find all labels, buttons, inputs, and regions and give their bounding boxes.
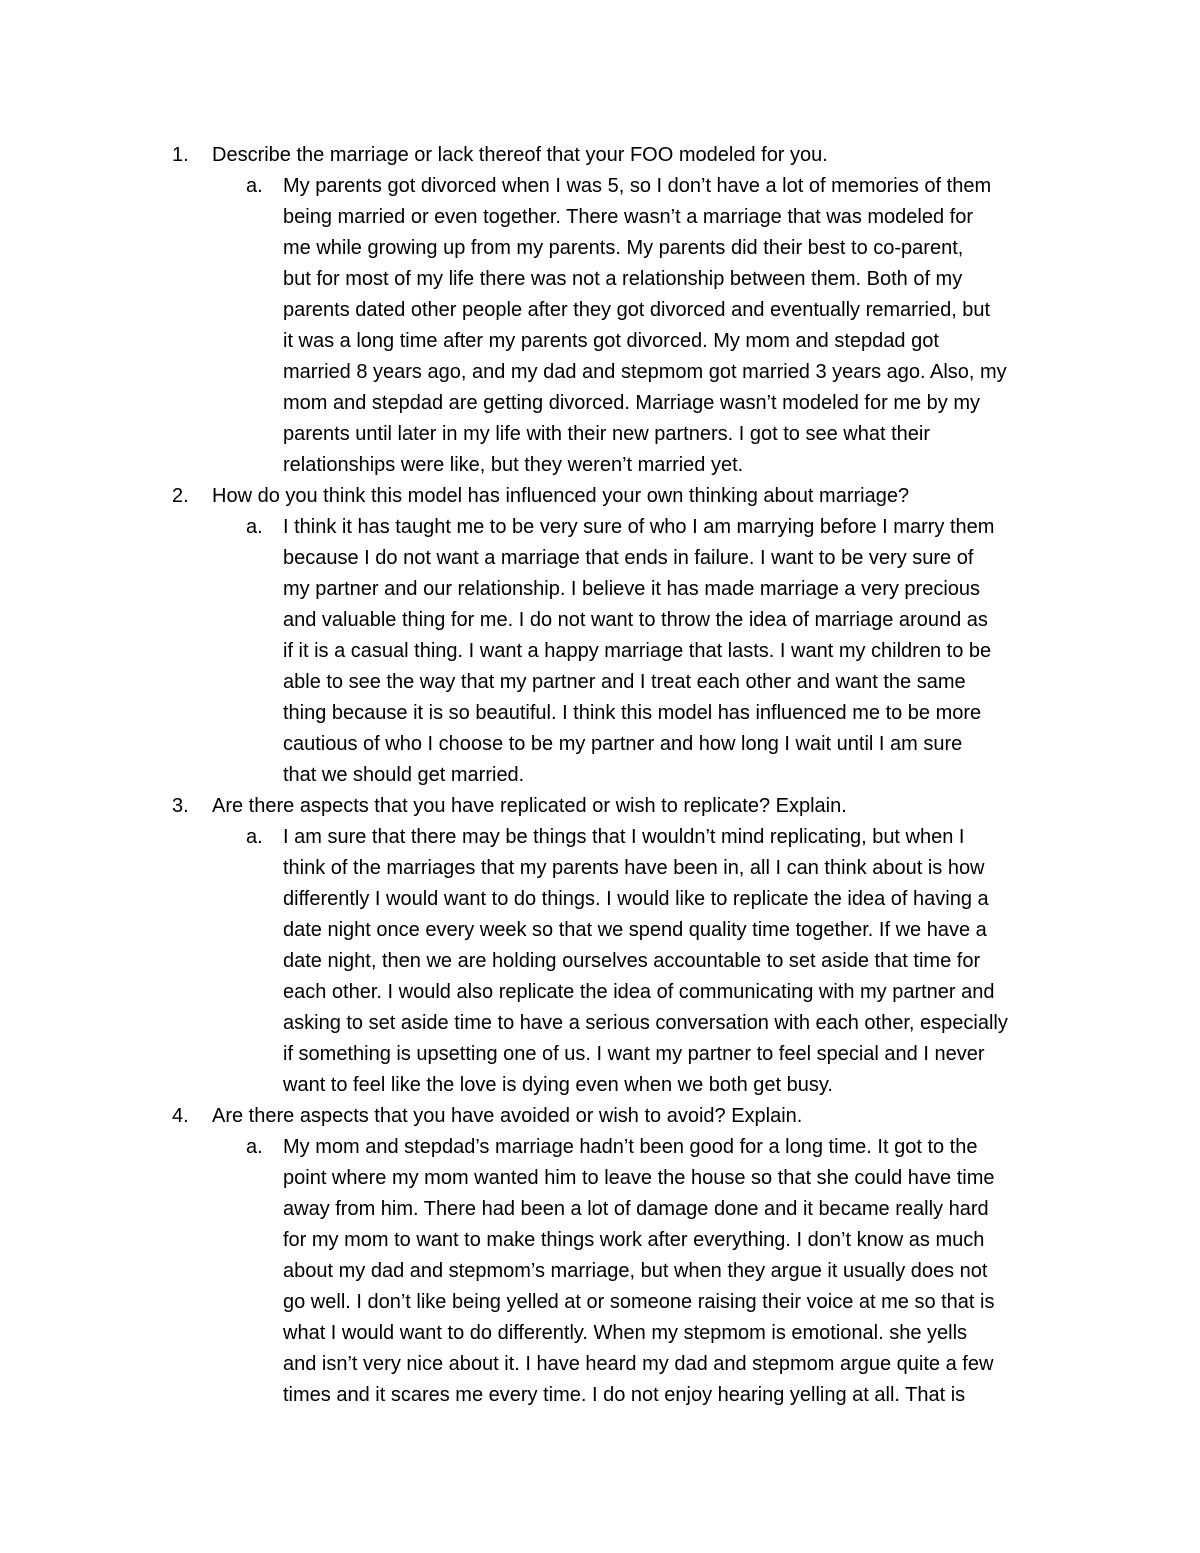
answer-line: that we should get married. xyxy=(283,764,525,786)
answer-line: it was a long time after my parents got divorced. My mom and stepdad got xyxy=(283,330,939,352)
question-row xyxy=(0,791,1200,822)
answer-text xyxy=(283,822,1063,1101)
answer-text xyxy=(283,512,1063,791)
answer-line: differently I would want to do things. I would like to replicate the idea of having a xyxy=(283,888,989,910)
answer-line: cautious of who I choose to be my partner and how long I wait until I am sure xyxy=(283,733,963,755)
answer-line: I think it has taught me to be very sure of who I am marrying before I marry them xyxy=(283,516,995,538)
answer-line: about my dad and stepmom’s marriage, but when they argue it usually does not xyxy=(283,1260,988,1282)
question-text: How do you think this model has influenced your own thinking about marriage? xyxy=(212,485,910,507)
question-text: Describe the marriage or lack thereof that your FOO modeled for you. xyxy=(212,144,828,166)
answer-letter: a. xyxy=(246,175,263,197)
question-row xyxy=(0,140,1200,171)
question-text: Are there aspects that you have replicated or wish to replicate? Explain. xyxy=(212,795,847,817)
answer-line: I am sure that there may be things that I wouldn’t mind replicating, but when I xyxy=(283,826,965,848)
question-item xyxy=(0,140,1200,481)
answer-text xyxy=(283,171,1063,481)
question-row xyxy=(0,1101,1200,1132)
answer-row xyxy=(0,1132,1200,1411)
answer-line: but for most of my life there was not a relationship between them. Both of my xyxy=(283,268,963,290)
answer-line: me while growing up from my parents. My parents did their best to co-parent, xyxy=(283,237,964,259)
answer-line: relationships were like, but they weren’t married yet. xyxy=(283,454,744,476)
answer-line: date night once every week so that we spend quality time together. If we have a xyxy=(283,919,987,941)
answer-line: being married or even together. There wasn’t a marriage that was modeled for xyxy=(283,206,973,228)
answer-line: go well. I don’t like being yelled at or someone raising their voice at me so that is xyxy=(283,1291,995,1313)
answer-line: able to see the way that my partner and I treat each other and want the same xyxy=(283,671,966,693)
question-number: 1. xyxy=(172,144,189,166)
answer-line: married 8 years ago, and my dad and stepmom got married 3 years ago. Also, my xyxy=(283,361,1007,383)
question-item xyxy=(0,1101,1200,1411)
answer-line: and isn’t very nice about it. I have heard my dad and stepmom argue quite a few xyxy=(283,1353,994,1375)
answer-line: asking to set aside time to have a serious conversation with each other, especially xyxy=(283,1012,1008,1034)
question-number: 3. xyxy=(172,795,189,817)
answer-line: for my mom to want to make things work after everything. I don’t know as much xyxy=(283,1229,985,1251)
answer-line: My parents got divorced when I was 5, so I don’t have a lot of memories of them xyxy=(283,175,992,197)
answer-line: what I would want to do differently. When my stepmom is emotional. she yells xyxy=(283,1322,968,1344)
answer-line: my partner and our relationship. I believe it has made marriage a very precious xyxy=(283,578,981,600)
answer-line: and valuable thing for me. I do not want to throw the idea of marriage around as xyxy=(283,609,988,631)
answer-line: want to feel like the love is dying even when we both get busy. xyxy=(283,1074,833,1096)
answer-line: each other. I would also replicate the idea of communicating with my partner and xyxy=(283,981,995,1003)
question-item xyxy=(0,791,1200,1101)
answer-line: thing because it is so beautiful. I think this model has influenced me to be more xyxy=(283,702,982,724)
question-number: 2. xyxy=(172,485,189,507)
answer-line: times and it scares me every time. I do not enjoy hearing yelling at all. That is xyxy=(283,1384,966,1406)
answer-line: if it is a casual thing. I want a happy marriage that lasts. I want my children to be xyxy=(283,640,992,662)
question-number: 4. xyxy=(172,1105,189,1127)
answer-line: parents dated other people after they got divorced and eventually remarried, but xyxy=(283,299,991,321)
answer-line: date night, then we are holding ourselves accountable to set aside that time for xyxy=(283,950,981,972)
answer-row xyxy=(0,171,1200,481)
answer-letter: a. xyxy=(246,826,263,848)
answer-text xyxy=(283,1132,1063,1411)
question-list xyxy=(0,140,1200,1411)
answer-line: My mom and stepdad’s marriage hadn’t been good for a long time. It got to the xyxy=(283,1136,978,1158)
answer-line: mom and stepdad are getting divorced. Marriage wasn’t modeled for me by my xyxy=(283,392,981,414)
question-row xyxy=(0,481,1200,512)
answer-row xyxy=(0,822,1200,1101)
answer-line: because I do not want a marriage that ends in failure. I want to be very sure of xyxy=(283,547,974,569)
answer-letter: a. xyxy=(246,1136,263,1158)
answer-line: point where my mom wanted him to leave the house so that she could have time xyxy=(283,1167,995,1189)
answer-row xyxy=(0,512,1200,791)
answer-line: away from him. There had been a lot of damage done and it became really hard xyxy=(283,1198,989,1220)
question-text: Are there aspects that you have avoided or wish to avoid? Explain. xyxy=(212,1105,803,1127)
answer-line: parents until later in my life with their new partners. I got to see what their xyxy=(283,423,930,445)
answer-letter: a. xyxy=(246,516,263,538)
answer-line: if something is upsetting one of us. I want my partner to feel special and I never xyxy=(283,1043,985,1065)
answer-line: think of the marriages that my parents have been in, all I can think about is how xyxy=(283,857,985,879)
question-item xyxy=(0,481,1200,791)
